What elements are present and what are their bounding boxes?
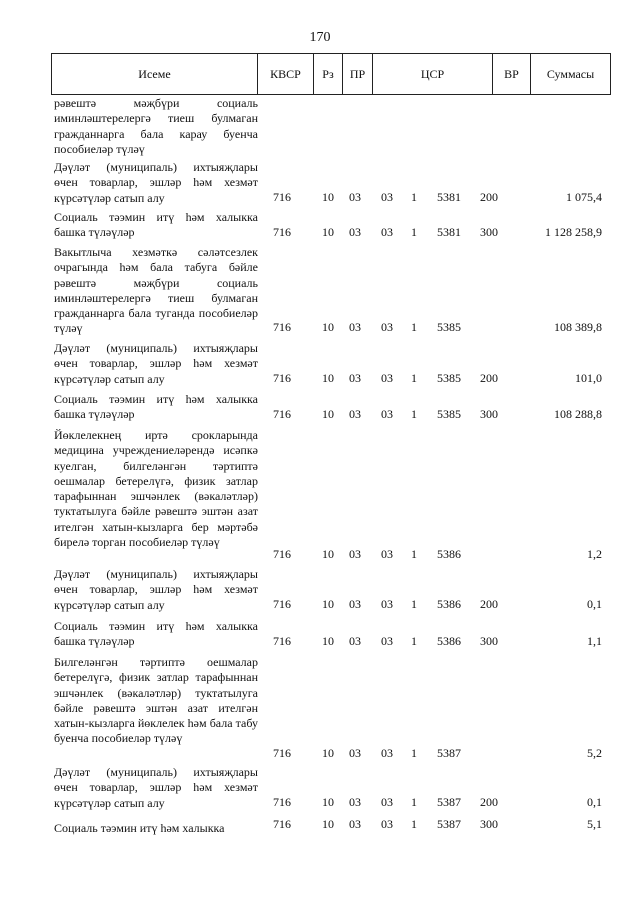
row-name: Социаль тәэмин итү һәм халыкка башка түләүләр xyxy=(54,392,258,422)
row-vr: 200 xyxy=(480,190,498,204)
row-kvsr: 716 xyxy=(273,547,291,561)
row-vr: 200 xyxy=(480,371,498,385)
row-rz: 10 xyxy=(322,597,334,611)
row-csr-program: 03 xyxy=(381,746,393,760)
header-vr: ВР xyxy=(493,54,531,94)
row-vr: 300 xyxy=(480,817,498,831)
row-csr-subprogram: 1 xyxy=(411,597,417,611)
row-pr: 03 xyxy=(349,407,361,421)
row-csr-subprogram: 1 xyxy=(411,795,417,809)
row-sum: 1 128 258,9 xyxy=(545,225,602,239)
row-csr-code: 5386 xyxy=(437,597,461,611)
row-sum: 101,0 xyxy=(575,371,602,385)
row-pr: 03 xyxy=(349,634,361,648)
row-rz: 10 xyxy=(322,225,334,239)
row-vr: 300 xyxy=(480,634,498,648)
row-sum: 108 389,8 xyxy=(554,320,602,334)
page-number: 170 xyxy=(309,30,331,45)
row-csr-program: 03 xyxy=(381,795,393,809)
row-csr-code: 5387 xyxy=(437,795,461,809)
row-csr-subprogram: 1 xyxy=(411,634,417,648)
row-sum: 1,1 xyxy=(587,634,602,648)
row-csr-code: 5385 xyxy=(437,407,461,421)
row-vr: 300 xyxy=(480,407,498,421)
row-vr: 200 xyxy=(480,795,498,809)
row-vr: 300 xyxy=(480,225,498,239)
row-csr-subprogram: 1 xyxy=(411,190,417,204)
row-name: Йөклелекнең иртә срокларында медицина учреждениеләрендә исәпкә куелган, билгеләнгән тәртиптә оешмалар бетерелүгә, физик затлар тарафыннан эшчәнлек (вәкаләтләр) туктатылуга бәйле рәвештә эштән азат ителгән хатын-кызларга бер мәртәбә бирелә торган пособиеләр түләү xyxy=(54,428,258,550)
row-pr: 03 xyxy=(349,190,361,204)
row-csr-subprogram: 1 xyxy=(411,371,417,385)
row-csr-code: 5385 xyxy=(437,371,461,385)
row-sum: 5,2 xyxy=(587,746,602,760)
row-name: Дәүләт (муниципаль) ихтыяҗлары өчен товарлар, эшләр һәм хезмәт күрсәтүләр сатып алу xyxy=(54,160,258,205)
row-pr: 03 xyxy=(349,225,361,239)
header-rz: Рз xyxy=(314,54,343,94)
row-name: Дәүләт (муниципаль) ихтыяҗлары өчен товарлар, эшләр һәм хезмәт күрсәтүләр сатып алу xyxy=(54,765,258,810)
row-kvsr: 716 xyxy=(273,817,291,831)
row-name: Социаль тәэмин итү һәм халыкка башка түләүләр xyxy=(54,619,258,649)
header-name: Исеме xyxy=(52,54,258,94)
row-pr: 03 xyxy=(349,547,361,561)
row-kvsr: 716 xyxy=(273,597,291,611)
table-row xyxy=(0,96,640,156)
row-name: Дәүләт (муниципаль) ихтыяҗлары өчен товарлар, эшләр һәм хезмәт күрсәтүләр сатып алу xyxy=(54,567,258,612)
row-csr-program: 03 xyxy=(381,225,393,239)
row-csr-program: 03 xyxy=(381,320,393,334)
row-name: Социаль тәэмин итү һәм халыкка башка түләүләр xyxy=(54,210,258,240)
row-pr: 03 xyxy=(349,320,361,334)
row-vr: 200 xyxy=(480,597,498,611)
row-pr: 03 xyxy=(349,746,361,760)
row-rz: 10 xyxy=(322,817,334,831)
row-csr-program: 03 xyxy=(381,407,393,421)
table-row xyxy=(0,428,640,562)
row-csr-subprogram: 1 xyxy=(411,547,417,561)
table-row xyxy=(0,392,640,422)
row-sum: 108 288,8 xyxy=(554,407,602,421)
row-name: Билгеләнгән тәртиптә оешмалар бетерелүгә, физик затлар тарафыннан эшчәнлек (вәкаләтләр) туктатылуга бәйле рәвештә эштән азат ителгән хатын-кызларга йөклелек һәм бала табу буенча пособиеләр түләү xyxy=(54,655,258,746)
header-pr: ПР xyxy=(343,54,373,94)
row-rz: 10 xyxy=(322,795,334,809)
row-sum: 0,1 xyxy=(587,597,602,611)
row-pr: 03 xyxy=(349,795,361,809)
row-csr-code: 5387 xyxy=(437,746,461,760)
table-row xyxy=(0,816,640,835)
header-csr: ЦСР xyxy=(373,54,493,94)
row-csr-program: 03 xyxy=(381,634,393,648)
table-row xyxy=(0,655,640,761)
row-pr: 03 xyxy=(349,371,361,385)
row-csr-program: 03 xyxy=(381,190,393,204)
row-pr: 03 xyxy=(349,817,361,831)
row-rz: 10 xyxy=(322,371,334,385)
table-row xyxy=(0,619,640,649)
table-row xyxy=(0,245,640,335)
row-csr-subprogram: 1 xyxy=(411,817,417,831)
row-rz: 10 xyxy=(322,407,334,421)
row-rz: 10 xyxy=(322,547,334,561)
row-rz: 10 xyxy=(322,320,334,334)
header-kvsr: КВСР xyxy=(258,54,314,94)
row-name: рәвештә мәҗбүри социаль иминләштерелергә тиеш булмаган гражданнарга бала карау буенча пособиеләр түләү xyxy=(54,96,258,156)
row-rz: 10 xyxy=(322,634,334,648)
row-csr-subprogram: 1 xyxy=(411,746,417,760)
row-sum: 5,1 xyxy=(587,817,602,831)
row-sum: 1,2 xyxy=(587,547,602,561)
row-pr: 03 xyxy=(349,597,361,611)
row-kvsr: 716 xyxy=(273,371,291,385)
row-csr-code: 5381 xyxy=(437,190,461,204)
header-sum: Суммасы xyxy=(546,67,595,81)
row-csr-program: 03 xyxy=(381,547,393,561)
row-kvsr: 716 xyxy=(273,634,291,648)
row-kvsr: 716 xyxy=(273,746,291,760)
row-csr-code: 5387 xyxy=(437,817,461,831)
row-rz: 10 xyxy=(322,746,334,760)
row-kvsr: 716 xyxy=(273,407,291,421)
row-kvsr: 716 xyxy=(273,795,291,809)
row-kvsr: 716 xyxy=(273,320,291,334)
row-csr-code: 5385 xyxy=(437,320,461,334)
row-sum: 0,1 xyxy=(587,795,602,809)
table-row xyxy=(0,160,640,205)
table-row xyxy=(0,567,640,612)
table-header xyxy=(51,53,611,95)
row-csr-code: 5386 xyxy=(437,547,461,561)
row-kvsr: 716 xyxy=(273,225,291,239)
row-name: Социаль тәэмин итү һәм халыкка xyxy=(54,821,225,835)
row-csr-subprogram: 1 xyxy=(411,407,417,421)
table-row xyxy=(0,210,640,240)
row-name: Вакытлыча хезмәткә сәләтсезлек очрагында һәм бала табуга бәйле рәвештә мәҗбүри социаль иминләштерелергә тиеш булмаган гражданнарга бала туганда пособиеләр түләү xyxy=(54,245,258,336)
row-csr-program: 03 xyxy=(381,597,393,611)
row-csr-code: 5386 xyxy=(437,634,461,648)
row-csr-program: 03 xyxy=(381,817,393,831)
row-csr-code: 5381 xyxy=(437,225,461,239)
table-row xyxy=(0,765,640,810)
row-csr-subprogram: 1 xyxy=(411,320,417,334)
row-sum: 1 075,4 xyxy=(566,190,602,204)
row-rz: 10 xyxy=(322,190,334,204)
row-csr-program: 03 xyxy=(381,371,393,385)
row-kvsr: 716 xyxy=(273,190,291,204)
table-row xyxy=(0,341,640,386)
row-name: Дәүләт (муниципаль) ихтыяҗлары өчен товарлар, эшләр һәм хезмәт күрсәтүләр сатып алу xyxy=(54,341,258,386)
row-csr-subprogram: 1 xyxy=(411,225,417,239)
